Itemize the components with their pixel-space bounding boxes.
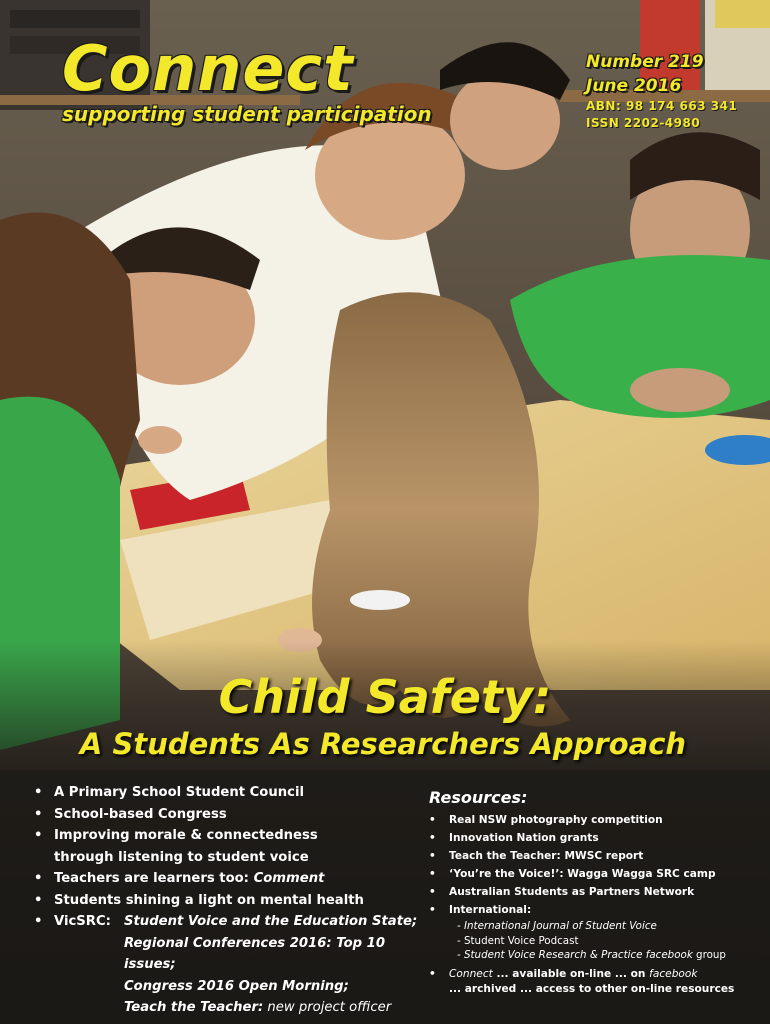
issue-number: Number 219 (586, 52, 704, 72)
issue-info (586, 50, 737, 132)
bullet-icon: • (429, 868, 436, 880)
issn-number: ISSN 2202-4980 (586, 116, 701, 130)
bullet-icon: • (429, 832, 436, 844)
cover-subheadline: A Students As Researchers Approach (79, 727, 687, 761)
resource-item: • International: (429, 901, 759, 919)
comment-label: Comment (253, 871, 325, 886)
bullet-icon: • (34, 806, 43, 822)
bullet-icon: • (34, 828, 43, 843)
vicsrc-line: Regional Conferences 2016: Top 10 issues; (124, 935, 386, 972)
bullet-icon: • (429, 886, 436, 898)
bullet-icon: • (34, 892, 43, 908)
vicsrc-label: VicSRC: (54, 914, 111, 929)
resource-item: • Connect ... available on-line ... on facebook (429, 967, 698, 980)
bullet-icon: • (34, 871, 43, 886)
resource-item: • Australian Students as Partners Network (429, 883, 759, 901)
contents-list (34, 782, 434, 1015)
bullet-icon: • (429, 850, 436, 862)
vicsrc-line: Teach the Teacher: new project officer (124, 1000, 392, 1015)
resource-item: • ‘You’re the Voice!’: Wagga Wagga SRC camp (429, 865, 759, 883)
list-item: • Teachers are learners too: Comment (34, 868, 434, 890)
vicsrc-line: Congress 2016 Open Morning; (124, 978, 349, 994)
list-item: • A Primary School Student Council (34, 782, 434, 804)
bullet-icon: • (429, 814, 436, 826)
resource-item-continued: ... archived ... access to other on-line resources (449, 982, 735, 995)
magazine-tagline: supporting student participation (62, 102, 432, 126)
list-item: • Improving morale & connectedness (34, 825, 434, 847)
resource-item: • Real NSW photography competition (429, 811, 759, 829)
cover-headline: Child Safety: (218, 670, 552, 724)
list-item-continued: through listening to student voice (54, 849, 309, 865)
resource-subitem: - Student Voice Research & Practice facebook group (457, 949, 726, 961)
masthead (62, 32, 432, 126)
bullet-icon: • (429, 967, 436, 980)
resources-title: Resources: (429, 788, 528, 807)
resource-subitem: - International Journal of Student Voice (457, 920, 657, 932)
resources-panel (429, 788, 759, 997)
resource-item: • Innovation Nation grants (429, 829, 759, 847)
abn-number: ABN: 98 174 663 341 (586, 99, 738, 113)
bullet-icon: • (34, 785, 43, 800)
vicsrc-line: Student Voice and the Education State; (124, 914, 418, 929)
issue-date: June 2016 (586, 76, 682, 96)
list-item: • Students shining a light on mental health (34, 890, 434, 912)
resource-item: • Teach the Teacher: MWSC report (429, 847, 759, 865)
magazine-logo: Connect (62, 32, 354, 105)
resource-subitem: - Student Voice Podcast (457, 934, 579, 947)
vicsrc-lines (124, 911, 434, 1019)
vicsrc-item (34, 911, 434, 1015)
bullet-icon: • (429, 904, 436, 916)
bullet-icon: • (34, 914, 43, 929)
list-item: • School-based Congress (34, 804, 434, 826)
